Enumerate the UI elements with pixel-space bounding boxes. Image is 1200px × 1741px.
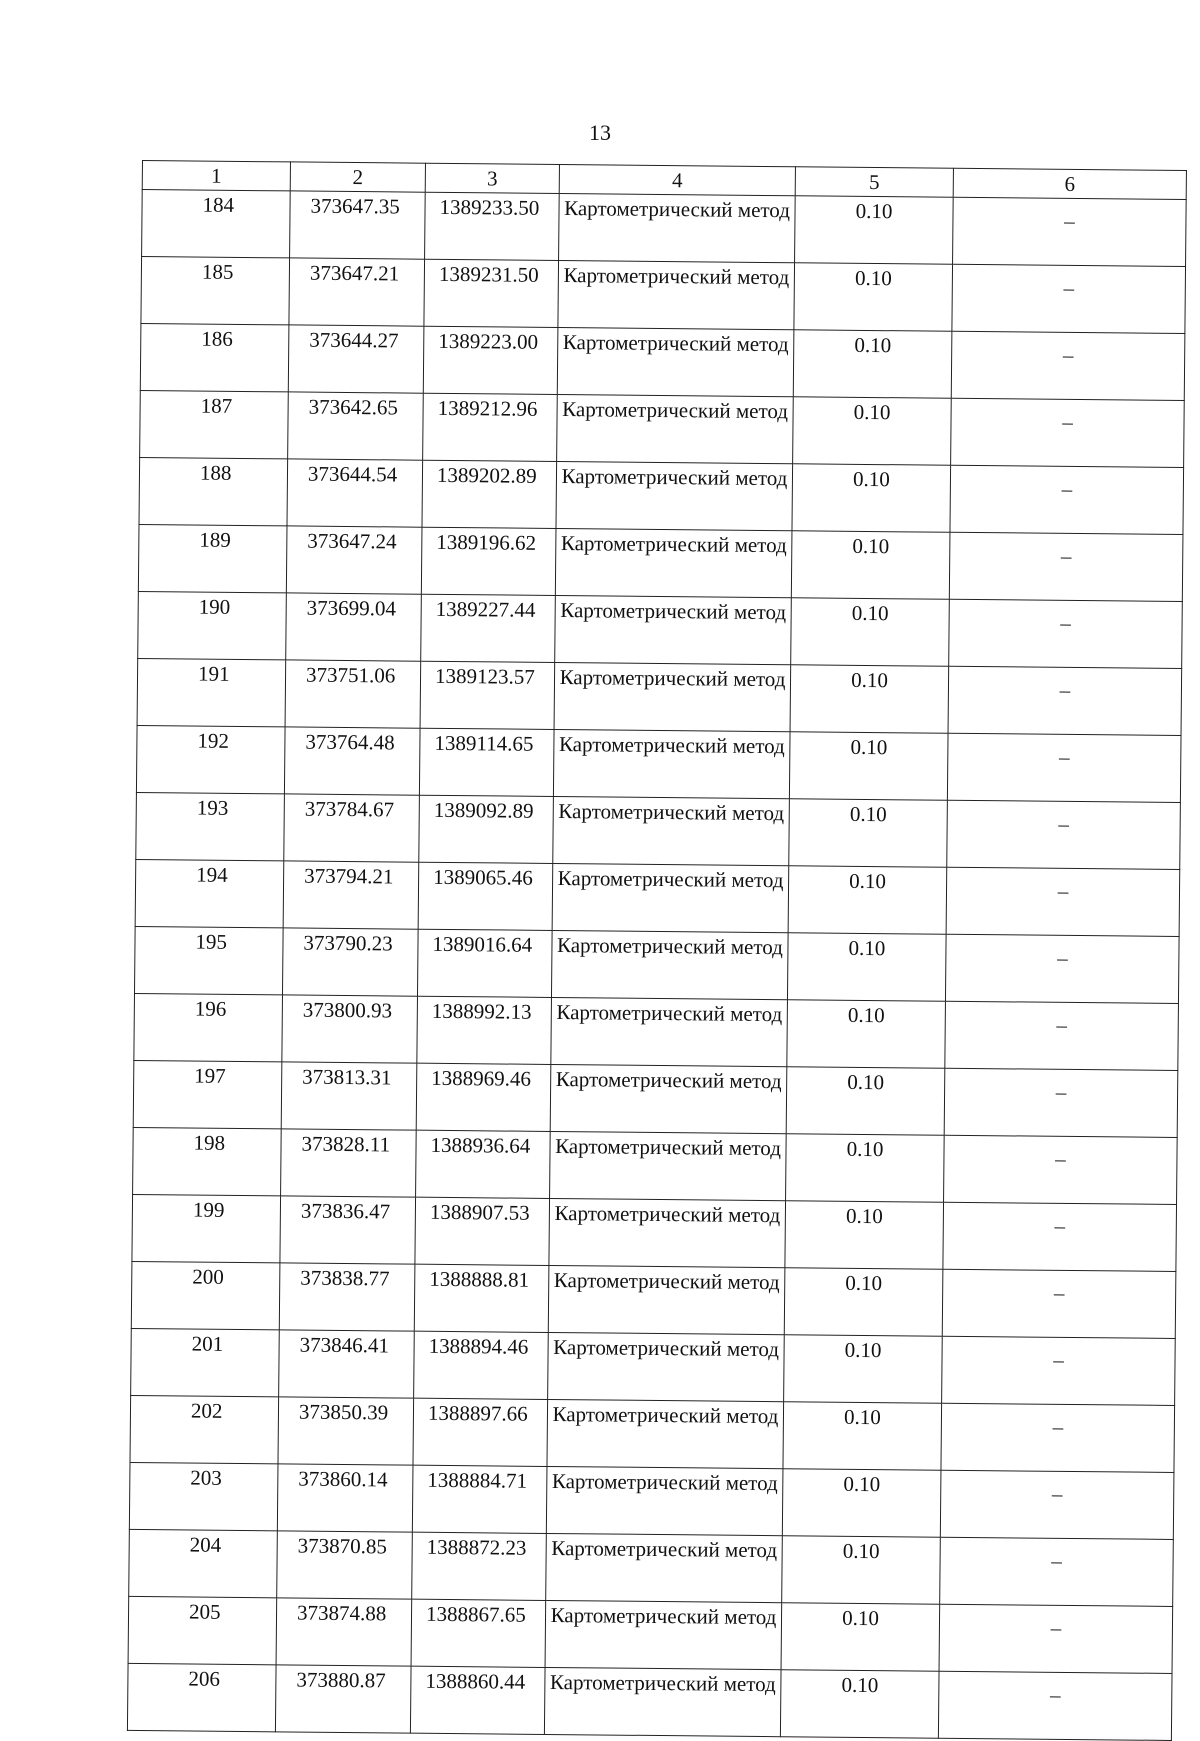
method-cell: Картометрический метод: [547, 1399, 784, 1468]
method-cell: Картометрический метод: [550, 1131, 787, 1200]
x-coordinate-cell: 373794.21: [283, 861, 419, 929]
table-row: [139, 457, 1184, 534]
point-number-cell: 190: [138, 591, 287, 659]
accuracy-cell: 0.10: [793, 397, 952, 466]
note-cell: –: [938, 1671, 1172, 1740]
accuracy-cell: 0.10: [793, 330, 952, 399]
note-cell: –: [949, 532, 1183, 601]
y-coordinate-cell: 1388860.44: [410, 1666, 545, 1734]
note-cell: –: [951, 331, 1185, 400]
accuracy-cell: 0.10: [788, 866, 947, 935]
accuracy-cell: 0.10: [787, 933, 946, 1002]
point-number-cell: 203: [129, 1462, 278, 1530]
method-cell: Картометрический метод: [548, 1332, 785, 1401]
table-row: [133, 1060, 1178, 1137]
note-cell: –: [941, 1403, 1175, 1472]
y-coordinate-cell: 1389196.62: [421, 527, 556, 595]
point-number-cell: 187: [140, 390, 289, 458]
point-number-cell: 201: [131, 1328, 280, 1396]
y-coordinate-cell: 1389114.65: [419, 728, 554, 796]
y-coordinate-cell: 1388992.13: [417, 996, 552, 1064]
y-coordinate-cell: 1389227.44: [421, 594, 556, 662]
method-cell: Картометрический метод: [549, 1198, 786, 1267]
x-coordinate-cell: 373699.04: [286, 593, 422, 661]
method-cell: Картометрический метод: [553, 796, 790, 865]
y-coordinate-cell: 1389212.96: [423, 393, 558, 461]
table-row: [140, 323, 1185, 400]
accuracy-cell: 0.10: [780, 1670, 939, 1739]
accuracy-cell: 0.10: [794, 263, 953, 332]
accuracy-cell: 0.10: [790, 665, 949, 734]
table-row: [138, 591, 1183, 668]
method-cell: Картометрический метод: [551, 930, 788, 999]
method-cell: Картометрический метод: [546, 1466, 783, 1535]
page-number: 13: [589, 120, 611, 145]
x-coordinate-cell: 373813.31: [281, 1062, 417, 1130]
y-coordinate-cell: 1389092.89: [419, 795, 554, 863]
x-coordinate-cell: 373642.65: [288, 392, 424, 460]
x-coordinate-cell: 373870.85: [277, 1531, 413, 1599]
note-cell: –: [946, 867, 1180, 936]
x-coordinate-cell: 373874.88: [276, 1598, 412, 1666]
column-header: 1: [142, 161, 290, 191]
method-cell: Картометрический метод: [555, 595, 792, 664]
note-cell: –: [944, 1068, 1178, 1137]
x-coordinate-cell: 373838.77: [279, 1263, 415, 1331]
y-coordinate-cell: 1389231.50: [424, 259, 559, 327]
x-coordinate-cell: 373790.23: [282, 928, 418, 996]
accuracy-cell: 0.10: [789, 732, 948, 801]
table-row: [136, 725, 1181, 802]
y-coordinate-cell: 1389016.64: [417, 929, 552, 997]
method-cell: Картометрический метод: [558, 261, 795, 330]
point-number-cell: 194: [135, 859, 284, 927]
table-row: [128, 1596, 1173, 1673]
note-cell: –: [947, 733, 1181, 802]
note-cell: –: [953, 197, 1187, 266]
point-number-cell: 199: [132, 1194, 281, 1262]
y-coordinate-cell: 1388894.46: [414, 1331, 549, 1399]
column-header: 6: [953, 168, 1186, 199]
note-cell: –: [939, 1604, 1173, 1673]
table-row: [142, 190, 1187, 267]
accuracy-cell: 0.10: [791, 598, 950, 667]
table-row: [132, 1194, 1177, 1271]
table-body: [127, 190, 1186, 1741]
note-cell: –: [945, 1001, 1179, 1070]
method-cell: Картометрический метод: [545, 1600, 782, 1669]
point-number-cell: 192: [136, 725, 285, 793]
accuracy-cell: 0.10: [789, 799, 948, 868]
method-cell: Картометрический метод: [544, 1667, 781, 1736]
column-header: 4: [559, 165, 795, 196]
table-row: [137, 658, 1182, 735]
table-row: [130, 1395, 1175, 1472]
note-cell: –: [940, 1470, 1174, 1539]
y-coordinate-cell: 1389123.57: [420, 661, 555, 729]
table-row: [133, 1127, 1178, 1204]
accuracy-cell: 0.10: [782, 1469, 941, 1538]
table-row: [140, 390, 1185, 467]
note-cell: –: [947, 800, 1181, 869]
note-cell: –: [940, 1537, 1174, 1606]
note-cell: –: [942, 1269, 1176, 1338]
table-row: [131, 1261, 1176, 1338]
accuracy-cell: 0.10: [795, 196, 954, 265]
table-row: [136, 792, 1181, 869]
method-cell: Картометрический метод: [557, 328, 794, 397]
point-number-cell: 185: [141, 257, 290, 325]
method-cell: Картометрический метод: [559, 194, 796, 263]
method-cell: Картометрический метод: [554, 662, 791, 731]
method-cell: Картометрический метод: [548, 1265, 785, 1334]
accuracy-cell: 0.10: [785, 1201, 944, 1270]
y-coordinate-cell: 1388969.46: [416, 1063, 551, 1131]
table-row: [129, 1529, 1174, 1606]
accuracy-cell: 0.10: [791, 531, 950, 600]
x-coordinate-cell: 373647.24: [286, 526, 422, 594]
note-cell: –: [949, 599, 1183, 668]
column-header: 2: [290, 162, 425, 192]
point-number-cell: 204: [129, 1529, 278, 1597]
table-row: [129, 1462, 1174, 1539]
x-coordinate-cell: 373784.67: [284, 794, 420, 862]
y-coordinate-cell: 1389223.00: [423, 326, 558, 394]
x-coordinate-cell: 373846.41: [279, 1330, 415, 1398]
method-cell: Картометрический метод: [553, 729, 790, 798]
table-row: [134, 926, 1179, 1003]
method-cell: Картометрический метод: [557, 394, 794, 463]
y-coordinate-cell: 1388897.66: [413, 1398, 548, 1466]
method-cell: Картометрический метод: [552, 863, 789, 932]
table-row: [138, 524, 1183, 601]
x-coordinate-cell: 373647.35: [290, 191, 426, 259]
point-number-cell: 188: [139, 457, 288, 525]
x-coordinate-cell: 373880.87: [275, 1665, 411, 1733]
x-coordinate-cell: 373644.54: [287, 459, 423, 527]
column-header: 5: [795, 167, 953, 198]
point-number-cell: 205: [128, 1596, 277, 1664]
table-row: [131, 1328, 1176, 1405]
y-coordinate-cell: 1389202.89: [422, 460, 557, 528]
x-coordinate-cell: 373850.39: [278, 1397, 414, 1465]
point-number-cell: 193: [136, 792, 285, 860]
method-cell: Картометрический метод: [550, 1064, 787, 1133]
accuracy-cell: 0.10: [792, 464, 951, 533]
method-cell: Картометрический метод: [551, 997, 788, 1066]
point-number-cell: 200: [131, 1261, 280, 1329]
column-header: 3: [425, 163, 559, 193]
x-coordinate-cell: 373828.11: [281, 1129, 417, 1197]
note-cell: –: [942, 1336, 1176, 1405]
x-coordinate-cell: 373860.14: [277, 1464, 413, 1532]
accuracy-cell: 0.10: [786, 1067, 945, 1136]
point-number-cell: 186: [140, 323, 289, 391]
method-cell: Картометрический метод: [555, 528, 792, 597]
note-cell: –: [944, 1135, 1178, 1204]
y-coordinate-cell: 1388936.64: [416, 1130, 551, 1198]
point-number-cell: 196: [134, 993, 283, 1061]
table-row: [141, 257, 1186, 334]
point-number-cell: 191: [137, 658, 286, 726]
accuracy-cell: 0.10: [784, 1335, 943, 1404]
y-coordinate-cell: 1389065.46: [418, 862, 553, 930]
table-row: [127, 1663, 1172, 1740]
y-coordinate-cell: 1388907.53: [415, 1197, 550, 1265]
table-row: [134, 993, 1179, 1070]
accuracy-cell: 0.10: [781, 1603, 940, 1672]
note-cell: –: [943, 1202, 1177, 1271]
note-cell: –: [948, 666, 1182, 735]
x-coordinate-cell: 373764.48: [284, 727, 420, 795]
x-coordinate-cell: 373751.06: [285, 660, 421, 728]
point-number-cell: 198: [133, 1127, 282, 1195]
accuracy-cell: 0.10: [783, 1402, 942, 1471]
method-cell: Картометрический метод: [546, 1533, 783, 1602]
accuracy-cell: 0.10: [787, 1000, 946, 1069]
x-coordinate-cell: 373647.21: [289, 258, 425, 326]
note-cell: –: [950, 465, 1184, 534]
point-number-cell: 195: [134, 926, 283, 994]
y-coordinate-cell: 1389233.50: [425, 192, 560, 260]
coordinates-table-wrapper: [127, 160, 1186, 1741]
accuracy-cell: 0.10: [786, 1134, 945, 1203]
point-number-cell: 184: [142, 190, 291, 258]
accuracy-cell: 0.10: [784, 1268, 943, 1337]
note-cell: –: [945, 934, 1179, 1003]
method-cell: Картометрический метод: [556, 461, 793, 530]
coordinates-table: [127, 160, 1187, 1741]
note-cell: –: [952, 264, 1186, 333]
x-coordinate-cell: 373836.47: [280, 1196, 416, 1264]
y-coordinate-cell: 1388884.71: [412, 1465, 547, 1533]
x-coordinate-cell: 373800.93: [282, 995, 418, 1063]
y-coordinate-cell: 1388888.81: [414, 1264, 549, 1332]
note-cell: –: [951, 398, 1185, 467]
y-coordinate-cell: 1388872.23: [412, 1532, 547, 1600]
y-coordinate-cell: 1388867.65: [411, 1599, 546, 1667]
accuracy-cell: 0.10: [782, 1536, 941, 1605]
table-row: [135, 859, 1180, 936]
point-number-cell: 197: [133, 1060, 282, 1128]
point-number-cell: 189: [138, 524, 287, 592]
x-coordinate-cell: 373644.27: [288, 325, 424, 393]
point-number-cell: 206: [127, 1663, 276, 1731]
point-number-cell: 202: [130, 1395, 279, 1463]
